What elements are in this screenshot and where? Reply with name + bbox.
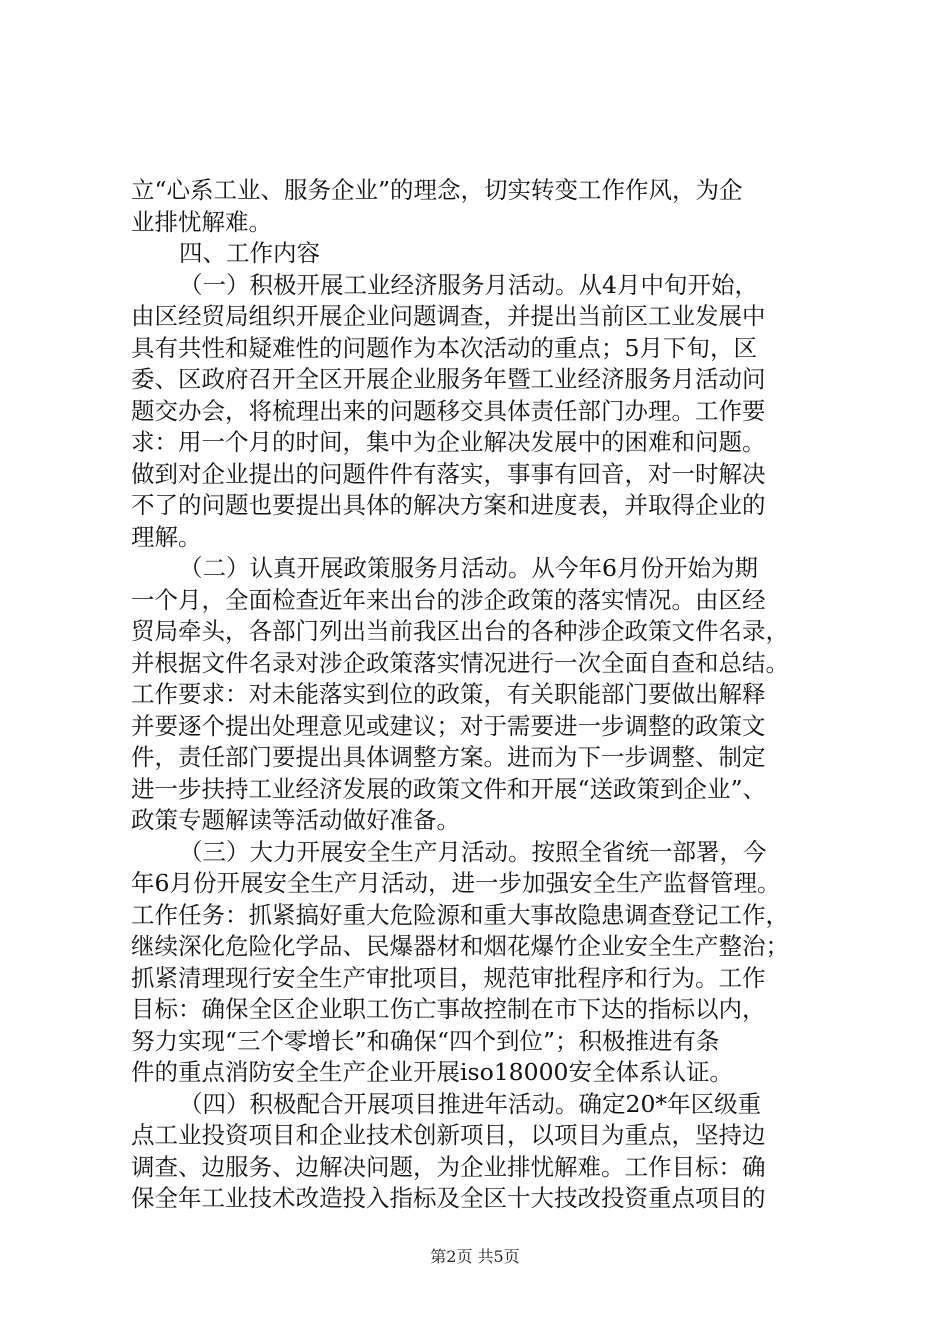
text-line: （四）积极配合开展项目推进年活动。确定20*年区级重 (179, 1089, 762, 1118)
text-line: （三）大力开展安全生产月活动。按照全省统一部署，今 (179, 837, 767, 866)
text-line: 努力实现“三个零增长”和确保“四个到位”；积极推进有条 (131, 1026, 720, 1055)
text-line: 继续深化危险化学品、民爆器材和烟花爆竹企业安全生产整治； (131, 932, 789, 960)
text-line: 目标：确保全区企业职工伤亡事故控制在市下达的指标以内， (131, 995, 766, 1023)
text-line: 贸局牵头，各部门列出当前我区出台的各种涉企政策文件名录， (131, 617, 789, 645)
text-line: 题交办会，将梳理出来的问题移交具体责任部门办理。工作要 (131, 396, 766, 425)
text-line: 进一步扶持工业经济发展的政策文件和开展“送政策到企业”、 (131, 774, 767, 803)
text-line: 业排忧解难。 (131, 207, 272, 236)
text-line: 工作要求：对未能落实到位的政策，有关职能部门要做出解释 (131, 680, 766, 708)
text-line: 抓紧清理现行安全生产审批项目，规范审批程序和行为。工作 (131, 963, 766, 992)
text-line: 件，责任部门要提出具体调整方案。进而为下一步调整、制定 (131, 743, 766, 771)
text-line: 由区经贸局组织开展企业问题调查，并提出当前区工业发展中 (131, 302, 766, 330)
text-line: 并要逐个提出处理意见或建议；对于需要进一步调整的政策文 (131, 711, 766, 740)
text-line: 一个月，全面检查近年来出台的涉企政策的落实情况。由区经 (131, 585, 766, 614)
page-footer: 第2页 共5页 (430, 1247, 520, 1266)
text-line: 委、区政府召开全区开展企业服务年暨工业经济服务月活动问 (131, 365, 766, 393)
text-line: 求：用一个月的时间，集中为企业解决发展中的困难和问题。 (131, 428, 766, 456)
text-line: （二）认真开展政策服务月活动。从今年6月份开始为期 (179, 554, 758, 582)
text-line: 件的重点消防安全生产企业开展iso18000安全体系认证。 (131, 1058, 733, 1086)
text-line: 调查、边服务、边解决问题，为企业排忧解难。工作目标：确 (131, 1152, 766, 1181)
text-line: 做到对企业提出的问题件件有落实，事事有回音，对一时解决 (131, 459, 766, 488)
text-line: 并根据文件名录对涉企政策落实情况进行一次全面自查和总结。 (131, 648, 789, 677)
text-line: 不了的问题也要提出具体的解决方案和进度表，并取得企业的 (131, 491, 766, 519)
text-line: 政策专题解读等活动做好准备。 (131, 806, 460, 834)
text-line: 点工业投资项目和企业技术创新项目，以项目为重点，坚持边 (131, 1121, 766, 1149)
document-body (131, 175, 831, 1215)
text-line: 立“心系工业、服务企业”的理念，切实转变工作作风，为企 (131, 176, 743, 204)
text-line: 四、工作内容 (179, 239, 320, 267)
text-line: 年6月份开展安全生产月活动，进一步加强安全生产监督管理。 (131, 869, 781, 897)
text-line: 保全年工业技术改造投入指标及全区十大技改投资重点项目的 (131, 1184, 766, 1212)
text-line: 理解。 (131, 522, 202, 551)
text-line: （一）积极开展工业经济服务月活动。从4月中旬开始， (179, 270, 758, 299)
text-line: 工作任务：抓紧搞好重大危险源和重大事故隐患调查登记工作， (131, 900, 789, 929)
text-line: 具有共性和疑难性的问题作为本次活动的重点；5月下旬，区 (131, 333, 757, 362)
